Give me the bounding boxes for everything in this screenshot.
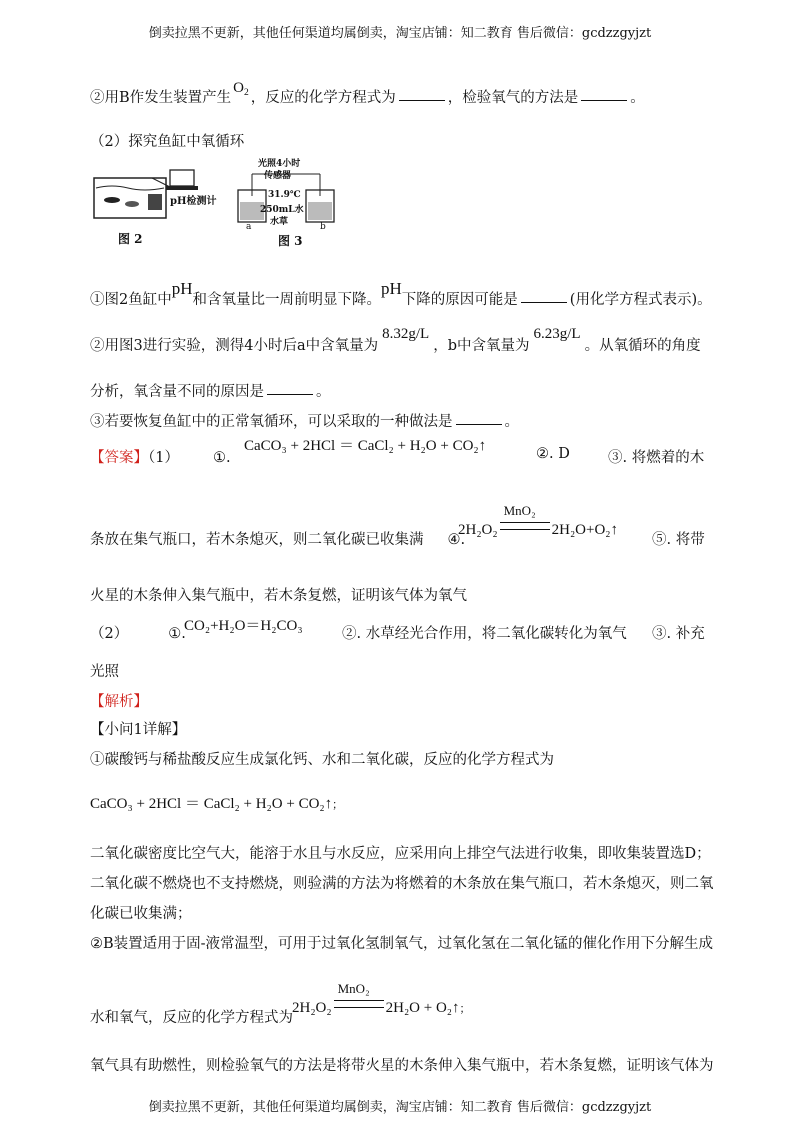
p1-text-a: ①图2鱼缸中 — [90, 292, 172, 308]
answer-line-1 — [90, 446, 231, 467]
analysis-eq1-end: ； — [332, 799, 344, 811]
fish-tank-diagram — [92, 164, 216, 250]
answer-line-2-text: 条放在集气瓶口，若木条熄灭，则二氧化碳已收集满 — [90, 532, 424, 548]
part2-title: （2）探究鱼缸中氧循环 — [90, 134, 245, 150]
analysis-eq1-text: CaCO₃ + 2HCl ＝ CaCl₂ + H₂O + CO₂↑ — [90, 796, 333, 812]
p3-text-b: 。 — [504, 414, 519, 430]
analysis-tag: 【解析】 — [90, 694, 148, 710]
analysis-line-5: ②B装置适用于固-液常温型，可用于过氧化氢制氧气，过氧化氢在二氧化锰的催化作用下分解生成 — [90, 936, 714, 952]
answer-item-4: ④. — [447, 532, 466, 548]
eq2-left: 2H₂O₂ — [458, 522, 498, 538]
answer-line-2 — [90, 528, 465, 549]
answer-item-8: ③. 补充 — [652, 626, 705, 642]
analysis-subheading-1: 【小问1详解】 — [90, 722, 187, 738]
analysis-eq2-end: ； — [459, 1003, 471, 1015]
question-2-line-cont — [90, 380, 331, 401]
analysis-eq2-left: 2H₂O₂ — [292, 1000, 332, 1016]
analysis-line-7: 氧气具有助燃性，则检验氧气的方法是将带火星的木条伸入集气瓶中，若木条复燃，证明该气体为 — [90, 1058, 714, 1074]
q2-text-b: ，反应的化学方程式为 — [250, 90, 396, 106]
answer-part-1: （1） — [148, 450, 179, 466]
oxygen-value-b: 6.23g/L — [533, 326, 581, 342]
eq2-right: 2H₂O+O₂↑ — [551, 522, 619, 538]
figure-3 — [232, 156, 340, 250]
q2-text-c: ，检验氧气的方法是 — [447, 90, 579, 106]
page-footer: 倒卖拉黑不更新，其他任何渠道均属倒卖，淘宝店铺：知二教育 售后微信：gcdzzgyjzt — [148, 1100, 652, 1115]
fig3-temp-label: 31.9℃ — [268, 190, 301, 200]
p2b-text-a: 分析，氧含量不同的原因是 — [90, 384, 264, 400]
answer-item-3: ③. 将燃着的木 — [608, 450, 705, 466]
p2-text-c: 。从氧循环的角度 — [584, 338, 701, 354]
p2-text-a: ②用图3进行实验，测得4小时后a中含氧量为 — [90, 338, 379, 354]
answer-blank — [399, 99, 445, 101]
answer-tag: 【答案】 — [90, 450, 148, 466]
analysis-line-6 — [90, 1006, 293, 1027]
page-header: 倒卖拉黑不更新，其他任何渠道均属倒卖，淘宝店铺：知二教育 售后微信：gcdzzgyjzt — [148, 26, 652, 41]
question-2-line — [90, 326, 701, 355]
analysis-line-4: 化碳已收集满； — [90, 906, 192, 922]
answer-line-5: 光照 — [90, 664, 119, 680]
answer-item-5: ⑤. 将带 — [652, 532, 705, 548]
p1-text-c: 下降的原因可能是 — [401, 292, 518, 308]
oxygen-value-a: 8.32g/L — [382, 326, 430, 342]
analysis-equation-1 — [90, 792, 343, 813]
question-line-2 — [90, 80, 645, 108]
answer-blank — [581, 99, 627, 101]
ph-symbol: pH — [381, 279, 402, 298]
ph-symbol: pH — [171, 279, 193, 298]
analysis-line-1: ①碳酸钙与稀盐酸反应生成氯化钙、水和二氧化碳，反应的化学方程式为 — [90, 752, 554, 768]
answer-equation-2 — [458, 503, 619, 539]
beaker-b-label: b — [320, 222, 326, 232]
answer-equation-1: CaCO₃ + 2HCl ＝ CaCl₂ + H₂O + CO₂↑ — [244, 438, 487, 454]
analysis-line-6-text: 水和氧气，反应的化学方程式为 — [90, 1010, 293, 1026]
answer-line-3: 火星的木条伸入集气瓶中，若木条复燃，证明该气体为氧气 — [90, 588, 467, 604]
answer-line-4 — [90, 622, 186, 643]
reaction-arrow — [500, 503, 550, 530]
figure-3-label: 图 3 — [278, 234, 303, 248]
analysis-line-3: 二氧化碳不燃烧也不支持燃烧，则验满的方法为将燃着的木条放在集气瓶口，若木条熄灭，则二氧 — [90, 876, 714, 892]
fig3-top-label: 光照4小时 — [258, 159, 301, 169]
analysis-eq2-right: 2H₂O + O₂↑ — [385, 1000, 460, 1016]
answer-blank — [521, 301, 567, 303]
figure-2-label: 图 2 — [118, 232, 143, 246]
q2-o2: O — [233, 80, 244, 96]
p2-text-b: ，b中含氧量为 — [433, 338, 530, 354]
question-3-line — [90, 410, 519, 431]
eq2-catalyst: MnO₂ — [503, 503, 536, 518]
analysis-equation-2 — [292, 981, 471, 1017]
q2-text-a: ②用B作发生装置产生 — [90, 90, 232, 106]
analysis-eq2-catalyst: MnO₂ — [337, 981, 370, 996]
p2b-text-b: 。 — [316, 384, 331, 400]
fig3-sensor-label: 传感器 — [264, 171, 292, 181]
q2-o2-sub: 2 — [244, 88, 249, 98]
answer-blank — [267, 393, 313, 395]
reaction-arrow — [334, 981, 384, 1008]
answer-blank — [456, 423, 502, 425]
answer-part-2: （2） — [90, 626, 129, 642]
beaker-a-label: a — [246, 222, 252, 232]
ph-meter-label: pH检测计 — [170, 196, 217, 207]
answer-item-7: ②. 水草经光合作用，将二氧化碳转化为氧气 — [342, 626, 627, 642]
p3-text-a: ③若要恢复鱼缸中的正常氧循环，可以采取的一种做法是 — [90, 414, 453, 430]
figure-2 — [92, 164, 216, 250]
fig3-volume-label: 250mL水 — [260, 205, 304, 215]
answer-item-1: ①. — [212, 450, 231, 466]
fig3-plant-label: 水草 — [270, 217, 289, 227]
question-1-line — [90, 279, 712, 309]
p1-text-b: 和含氧量比一周前明显下降。 — [192, 292, 382, 308]
p1-text-d: (用化学方程式表示)。 — [569, 292, 712, 308]
analysis-line-2: 二氧化碳密度比空气大，能溶于水且与水反应，应采用向上排空气法进行收集，即收集装置选D； — [90, 846, 711, 862]
answer-item-6: ①. — [168, 626, 186, 642]
q2-text-d: 。 — [630, 90, 645, 106]
answer-equation-3: CO₂+H₂O＝H₂CO₃ — [184, 618, 303, 634]
answer-item-2: ②. D — [536, 446, 570, 462]
